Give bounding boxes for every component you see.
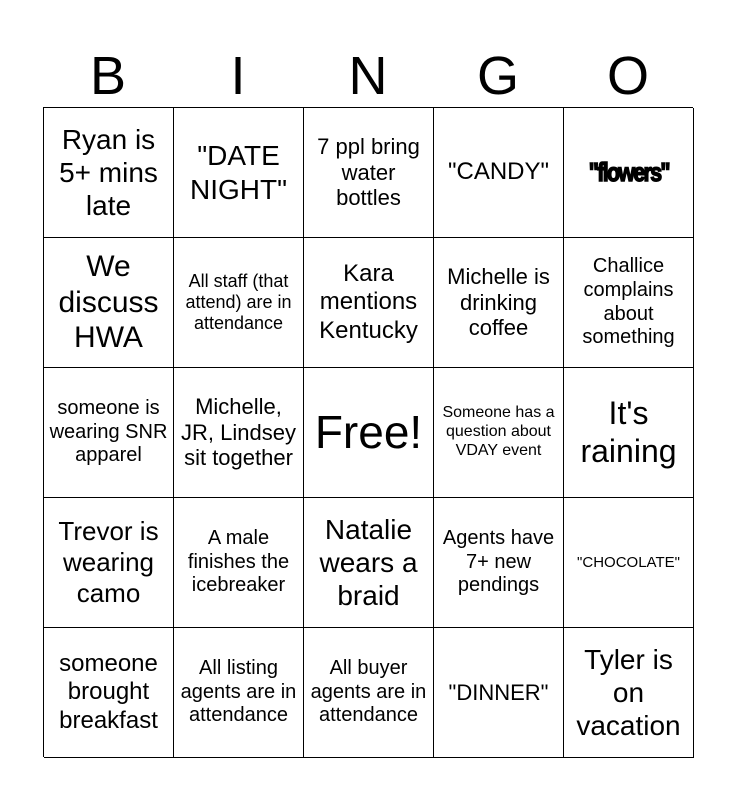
bingo-cell[interactable] — [434, 238, 564, 368]
bingo-cell[interactable] — [44, 628, 174, 758]
bingo-cell[interactable] — [44, 368, 174, 498]
bingo-cell[interactable] — [564, 498, 694, 628]
cell-text: "CANDY" — [447, 158, 550, 186]
bingo-cell[interactable] — [434, 108, 564, 238]
bingo-header — [43, 44, 693, 108]
bingo-cell[interactable] — [564, 108, 694, 238]
header-letter-n: N — [348, 46, 388, 106]
cell-text: "CHOCOLATE" — [577, 553, 680, 571]
cell-text: Agents have 7+ new pendings — [442, 527, 555, 597]
bingo-cell[interactable] — [174, 368, 304, 498]
bingo-cell[interactable] — [174, 628, 304, 758]
cell-text: All listing agents are in attendance — [180, 657, 297, 727]
cell-text: someone brought breakfast — [59, 650, 158, 734]
bingo-cell[interactable] — [304, 238, 434, 368]
header-letter-i: I — [230, 46, 246, 106]
bingo-cell[interactable] — [304, 628, 434, 758]
bingo-cell[interactable] — [174, 238, 304, 368]
cell-text: Natalie wears a braid — [319, 513, 418, 612]
cell-text: Ryan is 5+ mins late — [59, 123, 158, 222]
cell-text: Someone has a question about VDAY event — [442, 404, 555, 459]
cell-text: Kara mentions Kentucky — [319, 260, 418, 344]
bingo-cell[interactable] — [44, 498, 174, 628]
cell-text: "flowers" — [588, 157, 669, 188]
header-letter-o: O — [606, 46, 649, 106]
bingo-cell[interactable] — [564, 238, 694, 368]
cell-text: someone is wearing SNR apparel — [49, 397, 168, 467]
cell-text: Michelle, JR, Lindsey sit together — [181, 393, 296, 471]
cell-text: Challice complains about something — [582, 255, 675, 349]
cell-text: 7 ppl bring water bottles — [317, 133, 420, 211]
bingo-cell[interactable] — [304, 108, 434, 238]
cell-text: All buyer agents are in attendance — [310, 657, 427, 727]
cell-text: Trevor is wearing camo — [58, 516, 159, 608]
cell-text: It's raining — [580, 394, 677, 469]
cell-text: Michelle is drinking coffee — [447, 263, 550, 341]
bingo-cell[interactable] — [564, 368, 694, 498]
free-space[interactable] — [304, 368, 434, 498]
bingo-board — [43, 107, 693, 757]
bingo-cell[interactable] — [564, 628, 694, 758]
bingo-cell[interactable] — [434, 628, 564, 758]
cell-text: All staff (that attend) are in attendance — [185, 270, 292, 334]
cell-text: Free! — [314, 406, 423, 459]
bingo-cell[interactable] — [434, 368, 564, 498]
cell-text: A male finishes the icebreaker — [187, 527, 290, 597]
bingo-cell[interactable] — [174, 108, 304, 238]
bingo-cell[interactable] — [304, 498, 434, 628]
cell-text: "DINNER" — [448, 679, 549, 705]
cell-text: Tyler is on vacation — [576, 643, 681, 742]
header-letter-b: B — [89, 46, 127, 106]
bingo-cell[interactable] — [174, 498, 304, 628]
header-letter-g: G — [476, 46, 519, 106]
cell-text: We discuss HWA — [58, 250, 159, 355]
bingo-cell[interactable] — [44, 238, 174, 368]
bingo-cell[interactable] — [44, 108, 174, 238]
bingo-cell[interactable] — [434, 498, 564, 628]
cell-text: "DATE NIGHT" — [189, 140, 288, 205]
